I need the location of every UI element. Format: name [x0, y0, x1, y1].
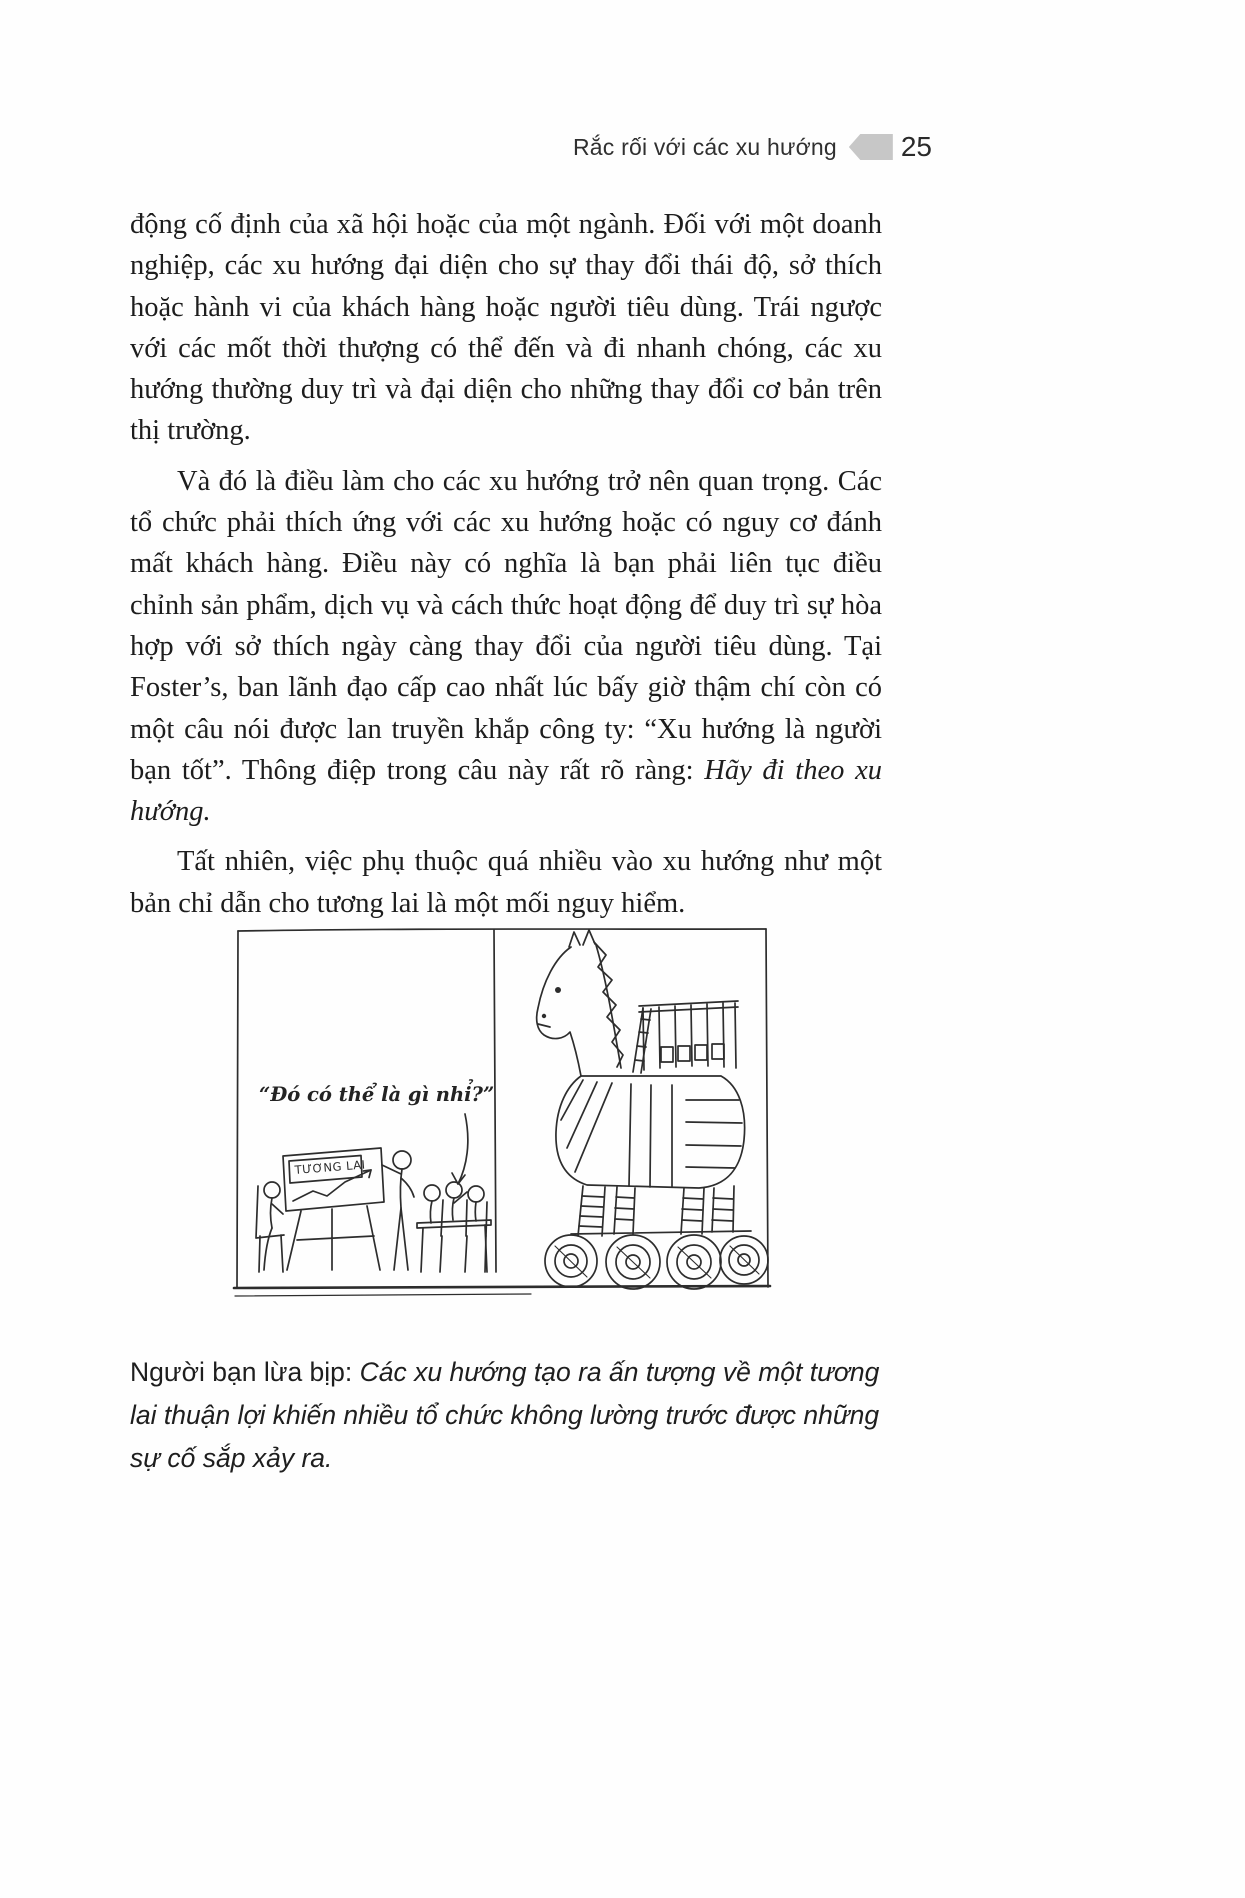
illustration-figure: [231, 920, 772, 1312]
paragraph-2: [130, 461, 882, 833]
horse-platform: [633, 1001, 738, 1073]
caption-text: Các xu hướng tạo ra ấn tượng về một tương lai thuận lợi khiến nhiều tổ chức không lường trước được những sự cố sắp xảy ra.: [130, 1357, 880, 1473]
caption-lead: Người bạn lừa bịp:: [130, 1357, 353, 1387]
page-number: 25: [900, 131, 932, 162]
trojan-horse-cartoon: [231, 920, 772, 1312]
seated-person-left: [256, 1182, 284, 1272]
paragraph-1: động cố định của xã hội hoặc của một ngành. Đối với một doanh nghiệp, các xu hướng đại diện cho sự thay đổi thái độ, sở thích hoặc hành vi của khách hàng hoặc người tiêu dùng. Trái ngược với các mốt thời thượng có thể đến và đi nhanh chóng, các xu hướng thường duy trì và đại diện cho những thay đổi cơ bản trên thị trường.: [130, 209, 882, 447]
paragraph-2-italic: Hãy đi theo xu hướng.: [130, 754, 882, 828]
speech-text: “Đó có thể là gì nhỉ?”: [259, 1083, 495, 1106]
presenter-figure: [382, 1151, 414, 1270]
figure-caption: [130, 1351, 894, 1480]
paragraph-3: Tất nhiên, việc phụ thuộc quá nhiều vào xu hướng như một bản chỉ dẫn cho tương lai là một mối nguy hiểm.: [130, 846, 882, 919]
horse-wheels: [545, 1235, 768, 1289]
horse-legs: [571, 1186, 751, 1236]
chart-label: TƯƠNG LAI: [294, 1157, 367, 1177]
meeting-scene: [256, 1114, 491, 1272]
paragraph-2-main: Và đó là điều làm cho các xu hướng trở nên quan trọng. Các tổ chức phải thích ứng với các xu hướng hoặc có nguy cơ đánh mất khách hàng. Điều này có nghĩa là bạn phải liên tục điều chỉnh sản phẩm, dịch vụ và cách thức hoạt động để duy trì sự hòa hợp với sở thích ngày càng thay đổi của người tiêu dùng. Tại Foster’s, ban lãnh đạo cấp cao nhất lúc bấy giờ thậm chí còn có một câu nói được lan truyền khắp công ty: “Xu hướng là người bạn tốt”. Thông điệp trong câu này rất rõ ràng:: [130, 465, 882, 786]
page-number-badge: [849, 131, 932, 163]
illustration-frame: [234, 929, 770, 1296]
trojan-horse-figure: [537, 930, 768, 1289]
meeting-table-group: [417, 1182, 491, 1272]
body-text: [130, 204, 882, 924]
page-header: [130, 131, 932, 163]
running-head: Rắc rối với các xu hướng: [573, 133, 837, 160]
